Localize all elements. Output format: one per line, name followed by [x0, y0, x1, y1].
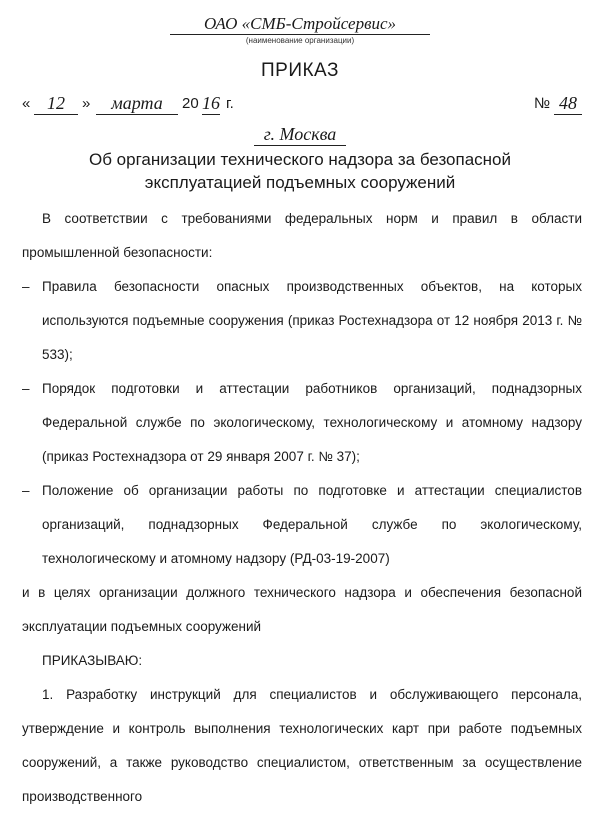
- order-subject: Об организации технического надзора за безопасной эксплуатацией подъемных сооружений: [88, 150, 512, 192]
- city-line: [0, 124, 600, 146]
- order-body: [22, 202, 582, 814]
- list-item: [22, 270, 582, 372]
- date-year-suffix: 16: [202, 93, 220, 113]
- list-dash: –: [22, 381, 30, 396]
- city-name: г. Москва: [254, 124, 347, 146]
- purpose-paragraph: и в целях организации должного технического надзора и обеспечения безопасной эксплуатации подъемных сооружений: [22, 585, 582, 634]
- list-dash: –: [22, 483, 30, 498]
- list-item-text: Правила безопасности опасных производственных объектов, на которых используются подъемные сооружения (приказ Ростехнадзора от 12 ноября 2013 г. № 533);: [42, 279, 582, 362]
- document-title: ПРИКАЗ: [261, 60, 339, 81]
- date-year-prefix: 20: [182, 95, 199, 112]
- date-day: 12: [34, 93, 78, 115]
- date-number-row: [22, 93, 582, 115]
- intro-paragraph: В соответствии с требованиями федеральных норм и правил в области промышленной безопасности:: [22, 211, 582, 260]
- list-dash: –: [22, 279, 30, 294]
- organization-name: ОАО «СМБ-Стройсервис»: [170, 14, 430, 35]
- list-item-text: Порядок подготовки и аттестации работников организаций, поднадзорных Федеральной службе по экологическому, технологическому и атомному надзору (приказ Ростехнадзора от 29 января 2007 г. № 37);: [42, 381, 582, 464]
- date-month: марта: [96, 93, 178, 115]
- date-close-quote: »: [82, 95, 91, 112]
- order-item-1: 1. Разработку инструкций для специалистов и обслуживающего персонала, утверждение и контроль выполнения технологических карт при работе подъемных сооружений, а также руководство специалистом, ответственным за осуществление производственного: [22, 687, 582, 804]
- list-item: [22, 372, 582, 474]
- list-item: [22, 474, 582, 576]
- list-item-text: Положение об организации работы по подготовке и аттестации специалистов организаций, поднадзорных Федеральной службе по экологическому, технологическому и атомному надзору (РД-03-19-2007): [42, 483, 582, 566]
- organization-caption: (наименование организации): [245, 36, 355, 45]
- date-open-quote: «: [22, 95, 31, 112]
- order-keyword: ПРИКАЗЫВАЮ:: [42, 653, 143, 668]
- order-number: 48: [554, 93, 582, 115]
- date-year-abbr: г.: [226, 95, 234, 112]
- order-number-label: №: [534, 95, 551, 112]
